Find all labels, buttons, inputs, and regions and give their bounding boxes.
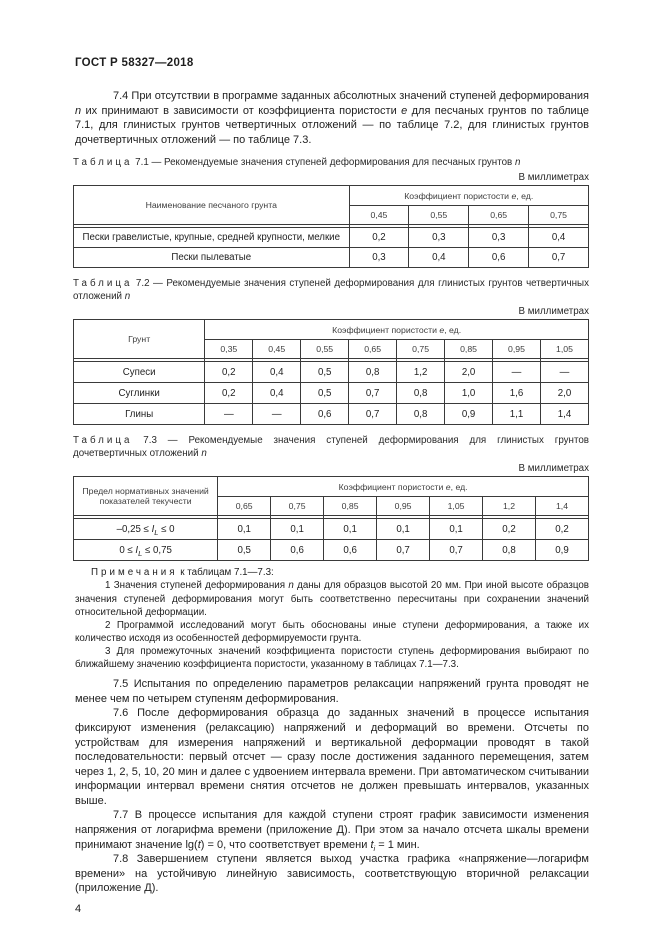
italic-symbol: n [514, 157, 521, 169]
italic-symbol: t [370, 838, 374, 851]
italic-symbol: i [373, 843, 376, 853]
row-label [74, 362, 205, 383]
italic-symbol: е [401, 104, 408, 117]
column-header: 1,4 [536, 497, 589, 516]
value-cell: 0,3 [349, 248, 409, 268]
table-row [74, 228, 589, 248]
value-cell: 0,1 [271, 519, 324, 540]
table-row [74, 383, 589, 404]
text-run: , ед. [444, 324, 462, 335]
value-cell: 0,8 [397, 383, 445, 404]
text-run: Таблица [73, 278, 133, 290]
value-cell: 0,6 [324, 540, 377, 561]
italic-symbol: е [439, 324, 445, 335]
text-run: их принимают в зависимости от коэффициента пористости [81, 104, 402, 117]
italic-symbol: I [151, 523, 155, 535]
value-cell: 0,5 [218, 540, 271, 561]
units-label: В миллиметрах [518, 463, 589, 475]
value-cell: 0,7 [377, 540, 430, 561]
text-run: 7.5 Испытания по определению параметров релаксации напряжений грунта проводят не менее чем по четырем ступеням деформирования. [75, 678, 589, 705]
value-cell: 1,1 [493, 404, 541, 425]
column-header: 1,05 [430, 497, 483, 516]
document-code: ГОСТ Р 58327—2018 [75, 57, 194, 69]
column-header: 0,95 [377, 497, 430, 516]
value-cell: 0,1 [218, 519, 271, 540]
page-content [75, 57, 589, 915]
text-run: Коэффициент пористости [338, 481, 446, 492]
stub-header [74, 186, 350, 225]
value-cell: 0,7 [349, 383, 397, 404]
group-header [205, 320, 589, 340]
header-row [74, 186, 589, 206]
text-run: даны для образцов высотой 20 мм. При иной высоте образцов значения ступеней деформирования могут быть соответственно пересчитаны при сохранении значений относительной деформации. [75, 580, 590, 618]
value-cell: 0,2 [483, 519, 536, 540]
value-cell: 1,6 [493, 383, 541, 404]
text-run: , ед. [516, 190, 534, 201]
text-run: Грунт [128, 334, 151, 345]
text-run: , ед. [450, 481, 468, 492]
italic-symbol: е [511, 190, 517, 201]
value-cell: 1,4 [540, 404, 588, 425]
value-cell: — [540, 362, 588, 383]
value-cell: 2,0 [445, 362, 493, 383]
value-cell: — [253, 404, 301, 425]
value-cell: 2,0 [540, 383, 588, 404]
value-cell: 0,7 [529, 248, 589, 268]
text-run: 7.2 — Рекомендуемые значения ступеней деформирования для глинистых грунтов четвертичных отложений [73, 278, 589, 303]
table-row [74, 362, 589, 383]
text-run: Таблица [73, 435, 133, 447]
table-7-3 [73, 476, 589, 561]
value-cell: 0,4 [253, 362, 301, 383]
units-label: В миллиметрах [518, 306, 589, 318]
column-header: 0,85 [324, 497, 377, 516]
text-run: 7.7 В процессе испытания для каждой ступени строят график зависимости изменения напряжения от логарифма времени (приложение Д). При этом за начало отсчета шкалы времени принимают значение lg( [75, 809, 589, 851]
value-cell: 0,8 [397, 404, 445, 425]
data-table [73, 185, 589, 268]
text-run: Коэффициент пористости [332, 324, 440, 335]
column-header: 0,65 [469, 206, 529, 225]
value-cell: 0,1 [430, 519, 483, 540]
value-cell: — [493, 362, 541, 383]
text-run: Супеси [122, 366, 156, 378]
value-cell: 0,6 [271, 540, 324, 561]
italic-symbol: L [138, 548, 143, 558]
row-label [74, 519, 218, 540]
group-header [218, 477, 589, 497]
table-7-3-caption [73, 434, 589, 460]
text-run: ≤ 0,75 [142, 544, 172, 556]
note-3 [75, 645, 589, 671]
table-row [74, 404, 589, 425]
italic-symbol: n [201, 448, 207, 460]
column-header: 0,85 [445, 340, 493, 359]
italic-symbol: L [154, 527, 159, 537]
value-cell: 0,7 [349, 404, 397, 425]
text-run: Глины [125, 408, 154, 420]
data-table [73, 476, 589, 561]
table-row [74, 248, 589, 268]
value-cell: 0,2 [205, 362, 253, 383]
row-label [74, 540, 218, 561]
text-run: 7.4 При отсутствии в программе заданных абсолютных значений ступеней деформирования [113, 90, 589, 102]
value-cell: 0,2 [536, 519, 589, 540]
text-run: Примечания [91, 567, 178, 579]
header-row [74, 320, 589, 340]
column-header: 0,45 [253, 340, 301, 359]
value-cell: 0,3 [469, 228, 529, 248]
text-run: 7.1 — Рекомендуемые значения ступеней деформирования для песчаных грунтов [132, 157, 515, 169]
text-run: 7.6 После деформирования образца до заданных значений в процессе испытания фиксируют изменения (релаксацию) напряжений и деформаций во времени. Отсчеты по устройствам для измерения напряжений и вертикальной деформации проводят в такой последовательности: первый отсчет — сразу после достижения заданного перемещения, затем через 1, 2, 5, 10, 20 мин и далее с удвоением интервала времени. При автоматическом считывании информации интервал времени снятия отсчетов не должен превышать интервалов, указанных выше. [75, 707, 589, 807]
data-table [73, 319, 589, 425]
value-cell: 1,2 [397, 362, 445, 383]
table-notes [75, 566, 589, 671]
paragraph-7-7 [75, 808, 589, 852]
text-run: Наименование песчаного грунта [145, 200, 277, 211]
column-header: 0,65 [218, 497, 271, 516]
note-1 [75, 579, 589, 618]
column-header: 0,55 [301, 340, 349, 359]
value-cell: 0,5 [301, 362, 349, 383]
table-7-2-caption [73, 277, 589, 303]
column-header: 1,2 [483, 497, 536, 516]
column-header: 0,65 [349, 340, 397, 359]
text-run: 3 Для промежуточных значений коэффициента пористости ступень деформирования выбирают по ближайшему значению коэффициента пористости, указанному в таблицах 7.1—7.3. [75, 645, 589, 671]
paragraph-7-8 [75, 852, 589, 896]
value-cell: 0,7 [430, 540, 483, 561]
text-run: Пески гравелистые, крупные, средней крупности, мелкие [82, 232, 340, 244]
stub-header [74, 477, 218, 516]
note-2 [75, 619, 589, 645]
text-run: = 1 мин. [375, 838, 420, 851]
row-label [74, 383, 205, 404]
header-row [74, 477, 589, 497]
value-cell: 0,2 [205, 383, 253, 404]
column-header: 0,95 [493, 340, 541, 359]
text-run: Таблица [73, 157, 133, 169]
table-7-2 [73, 319, 589, 425]
text-run: –0,25 ≤ [116, 523, 152, 535]
italic-symbol: е [445, 481, 451, 492]
notes-title [75, 566, 589, 579]
page-number: 4 [75, 903, 82, 916]
value-cell: 0,2 [349, 228, 409, 248]
value-cell: 0,6 [469, 248, 529, 268]
italic-symbol: t [197, 838, 201, 851]
text-run: 2 Программой исследований могут быть обоснованы иные ступени деформирования, а также их количество исходя из особенностей деформируемости грунта. [75, 619, 589, 644]
table-7-1 [73, 185, 589, 268]
value-cell: 0,8 [349, 362, 397, 383]
value-cell: 0,5 [301, 383, 349, 404]
paragraph-7-4 [75, 89, 589, 147]
column-header: 1,05 [540, 340, 588, 359]
text-run: Пески пылеватые [171, 252, 252, 264]
column-header: 0,75 [271, 497, 324, 516]
stub-header [74, 320, 205, 359]
value-cell: 0,6 [301, 404, 349, 425]
row-label [74, 248, 350, 268]
text-run: 7.8 Завершением ступени является выход участка графика «напряжение—логарифм времени» на устойчивую линейную зависимость, соответствующую вторичной релаксации (приложение Д). [75, 853, 589, 895]
italic-symbol: n [288, 580, 294, 592]
value-cell: 0,4 [529, 228, 589, 248]
column-header: 0,75 [397, 340, 445, 359]
table-7-1-caption [73, 156, 589, 169]
text-run: к таблицам 7.1—7.3: [177, 567, 274, 579]
value-cell: 0,1 [377, 519, 430, 540]
value-cell: 0,8 [483, 540, 536, 561]
text-run: Предел нормативных значений показателей текучести [82, 486, 209, 507]
text-run: ≤ 0 [158, 523, 175, 535]
table-row [74, 519, 589, 540]
italic-symbol: n [124, 291, 131, 303]
text-run: 0 ≤ [119, 544, 136, 556]
italic-symbol: I [135, 544, 139, 556]
value-cell: 0,4 [409, 248, 469, 268]
paragraph-7-6 [75, 706, 589, 808]
row-label [74, 228, 350, 248]
italic-symbol: n [75, 104, 82, 117]
text-run: 7.3 — Рекомендуемые значения ступеней деформирования для глинистых грунтов дочетвертичных отложений [73, 435, 589, 460]
group-header [349, 186, 588, 206]
value-cell: 0,3 [409, 228, 469, 248]
text-run: ) = 0, что соответствует времени [200, 838, 371, 851]
value-cell: 0,9 [445, 404, 493, 425]
text-run: для песчаных грунтов по таблице 7.1, для глинистых грунтов четвертичных отложений — по таблице 7.2, для глинистых грунтов дочетвертичных отложений — по таблице 7.3. [75, 104, 589, 146]
column-header: 0,55 [409, 206, 469, 225]
units-label: В миллиметрах [518, 172, 589, 184]
value-cell: 1,0 [445, 383, 493, 404]
value-cell: 0,9 [536, 540, 589, 561]
column-header: 0,45 [349, 206, 409, 225]
value-cell: 0,1 [324, 519, 377, 540]
column-header: 0,75 [529, 206, 589, 225]
table-row [74, 540, 589, 561]
row-label [74, 404, 205, 425]
text-run: 1 Значения ступеней деформирования [105, 580, 289, 592]
column-header: 0,35 [205, 340, 253, 359]
paragraph-7-5 [75, 677, 589, 706]
value-cell: 0,4 [253, 383, 301, 404]
text-run: Суглинки [118, 387, 160, 399]
value-cell: — [205, 404, 253, 425]
text-run: Коэффициент пористости [404, 190, 512, 201]
